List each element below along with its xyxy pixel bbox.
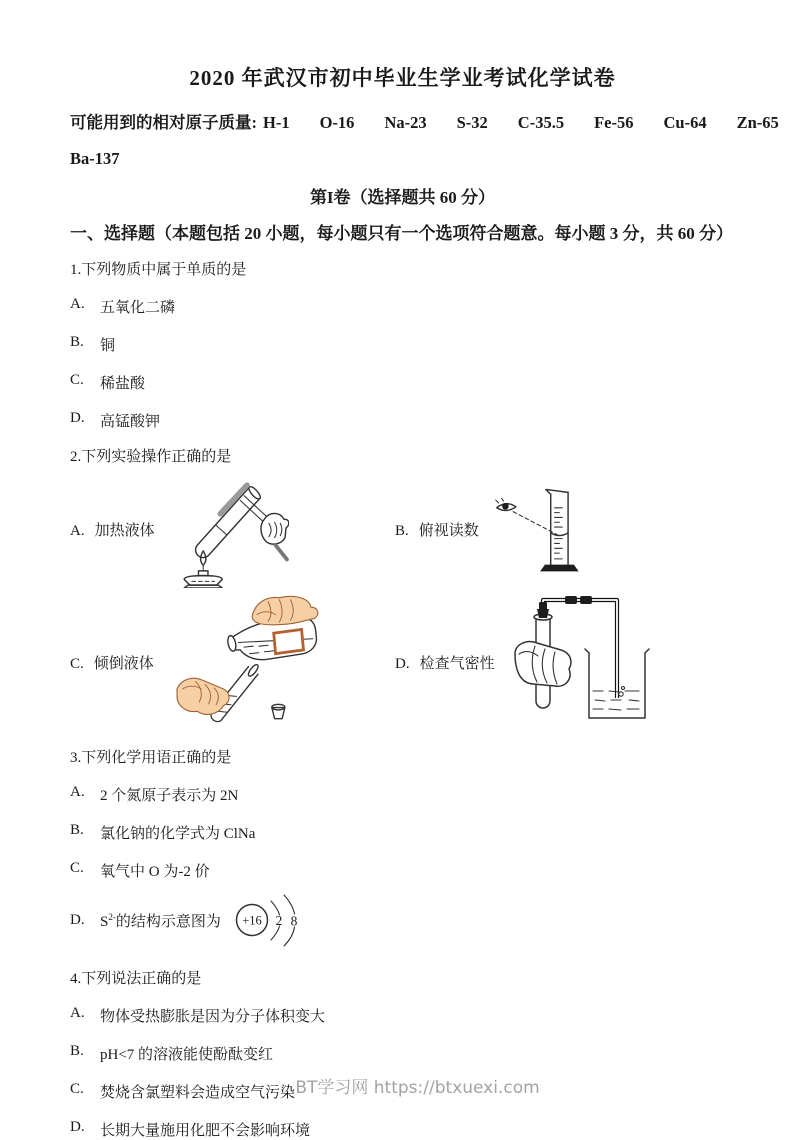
pouring-liquid-figure [164,592,336,732]
option-text: 氯化钠的化学式为 ClNa [100,826,256,842]
option-label: B. [70,822,84,838]
q3-option-b [70,822,735,843]
rubber-connector [565,596,577,604]
q3-option-c [70,860,735,881]
question-1-stem: 1.下列物质中属于单质的是 [70,262,247,278]
q2-option-c [70,592,395,732]
option-label: A. 加热液体 [70,522,155,539]
shell2-electron-count: 8 [290,913,298,929]
option-label: D. [70,911,85,928]
q2-option-b [395,479,735,579]
eye-icon [496,498,516,510]
bottle-stopper [272,704,285,718]
ion-structure-diagram [231,889,311,951]
mass-token: Cu-64 [663,113,707,132]
option-text: 铜 [100,338,116,354]
mass-token: Zn-65 [736,113,779,132]
option-label: B. [70,1043,84,1059]
watermark-footer: BT学习网 https://btxuexi.com [295,1078,540,1098]
option-text: pH<7 的溶液能使酚酞变红 [100,1047,274,1063]
option-text: 物体受热膨胀是因为分子体积变大 [100,1009,326,1025]
question-4-stem: 4.下列说法正确的是 [70,971,202,987]
bubble [621,686,624,689]
atomic-masses-line [70,109,779,133]
test-tube-clamp [220,485,247,514]
mass-token: Fe-56 [594,113,634,132]
option-label: B. 俯视读数 [395,522,479,539]
nucleus-charge: +16 [242,913,262,928]
atomic-masses-prefix: 可能用到的相对原子质量: [70,113,257,132]
part-header: 一、选择题（本题包括 20 小题，每小题只有一个选项符合题意。每小题 3 分，共 60 分） [70,224,733,243]
option-label: D. [70,410,85,426]
hand-gripping-tube [515,641,571,686]
option-text: 2 个氮原子表示为 2N [100,788,239,804]
mass-token: Na-23 [384,113,427,132]
option-text: 稀盐酸 [100,376,146,392]
mass-token: H-1 [263,113,290,132]
option-text: 焚烧含氯塑料会造成空气污染 [100,1085,296,1101]
q1-option-a [70,296,735,317]
page-title: 2020 年武汉市初中毕业生学业考试化学试卷 [189,66,616,90]
ion-charge-superscript: 2- [108,911,116,922]
option-label: B. [70,334,84,350]
q1-option-b [70,334,735,355]
mass-token: O-16 [319,113,355,132]
cylinder-reading-figure [489,479,597,579]
option-label: A. [70,1005,85,1021]
option-text: $S^{2-}$的结构示意图为 [100,911,221,930]
option-label: C. [70,860,84,876]
option-label: C. [70,1081,84,1097]
option-caption: 倾倒液体 [93,655,154,672]
hand-holding-clamp [261,513,289,544]
electron-shell-arc [284,895,295,914]
atomic-masses-line2: Ba-137 [70,149,120,168]
option-caption: 检查气密性 [419,655,495,672]
q1-option-c [70,372,735,393]
option-text: 氧气中 O 为-2 价 [100,864,210,880]
q2-option-d [395,596,735,729]
bottle-label [273,629,303,653]
option-label: A. [70,296,85,312]
meniscus-line [550,533,567,536]
option-label: D. 检查气密性 [395,655,495,672]
option-label: A. [70,784,85,800]
q2-figure-row-1 [70,470,735,588]
option-caption: 俯视读数 [418,522,479,539]
q3-option-a [70,784,735,805]
q4-option-b [70,1043,735,1064]
question-3-stem: 3.下列化学用语正确的是 [70,750,232,766]
stopper [537,609,549,618]
air-tightness-figure [505,596,655,729]
option-text: 五氧化二磷 [100,300,176,316]
option-caption: 加热液体 [94,522,155,539]
q1-option-d [70,410,735,431]
cylinder-base [540,565,579,572]
q3-option-d [70,889,735,951]
option-text: 高锰酸钾 [100,414,161,430]
q4-option-a [70,1005,735,1026]
section-header: 第I卷（选择题共 60 分） [309,188,496,207]
option-text: 长期大量施用化肥不会影响环境 [100,1123,311,1139]
question-2-stem: 2.下列实验操作正确的是 [70,449,232,465]
option-label: C. 倾倒液体 [70,655,154,672]
bubble [618,691,622,695]
mass-token: C-35.5 [517,113,565,132]
shell1-electron-count: 2 [275,913,283,928]
q4-option-d [70,1119,735,1140]
hand-holding-test-tube [177,678,229,714]
q2-figure-row-2 [70,592,735,732]
option-label: D. [70,1119,85,1135]
option-label: C. [70,372,84,388]
q2-option-a [70,470,395,588]
mass-token: S-32 [456,113,488,132]
heating-liquid-figure [165,470,289,588]
alcohol-lamp [184,576,222,586]
